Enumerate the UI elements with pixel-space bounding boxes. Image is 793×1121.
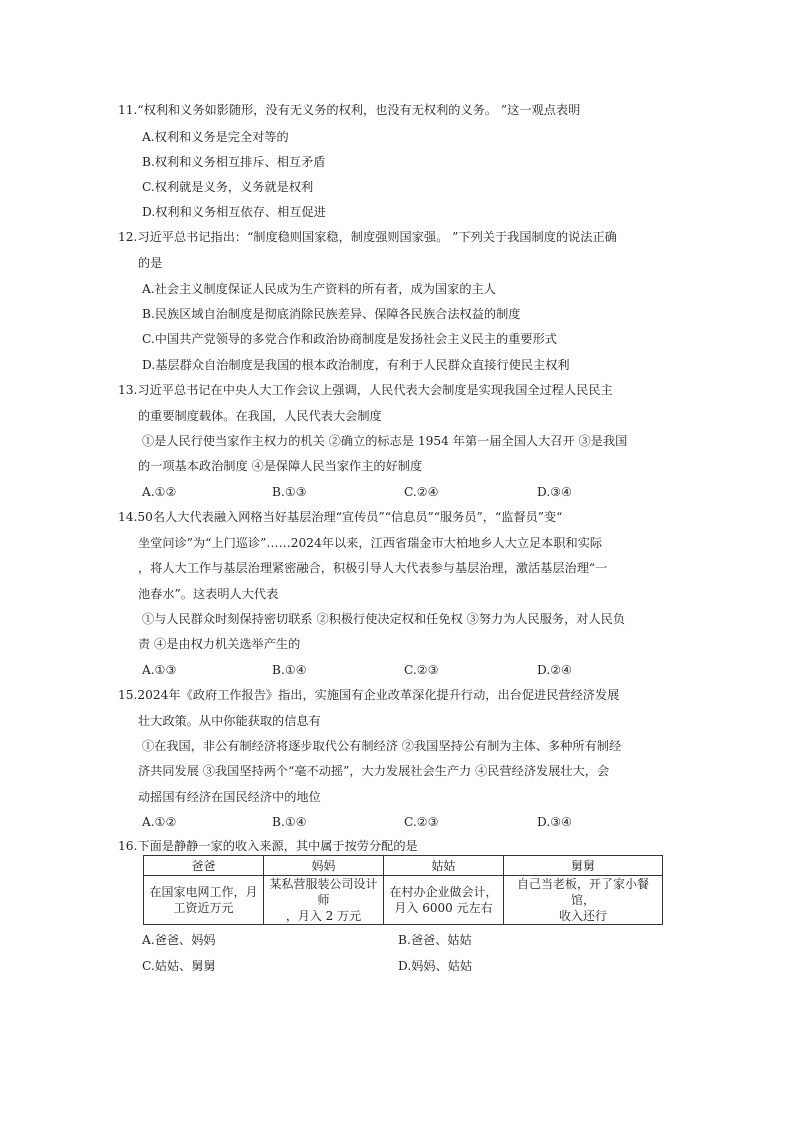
table-cell-mom-line-2: ，月入 2 万元 bbox=[285, 909, 362, 923]
q14-statement-line-2: 责 ④是由权力机关选举产生的 bbox=[138, 637, 301, 651]
q14-option-d: D.②④ bbox=[537, 663, 573, 677]
income-table-row bbox=[144, 876, 663, 925]
q16-option-d: D.妈妈、姑姑 bbox=[398, 959, 473, 973]
table-cell-dad-line-2: 工资近万元 bbox=[173, 901, 234, 915]
q12-stem-line-1: 12.习近平总书记指出：“制度稳则国家稳，制度强则国家强。 ”下列关于我国制度的说法正确 bbox=[118, 230, 617, 244]
q13-stem-line-1: 13.习近平总书记在中央人大工作会议上强调，人民代表大会制度是实现我国全过程人民民主 bbox=[118, 383, 613, 397]
table-header-aunt: 姑姑 bbox=[384, 856, 504, 876]
q16-option-c: C.姑姑、舅舅 bbox=[142, 959, 216, 973]
q13-stem-line-2: 的重要制度载体。在我国，人民代表大会制度 bbox=[138, 409, 382, 423]
q12-option-b: B.民族区域自治制度是彻底消除民族差异、保障各民族合法权益的制度 bbox=[142, 307, 521, 321]
q14-stem-line-4: 池春水”。这表明人大代表 bbox=[138, 587, 279, 601]
q13-option-d: D.③④ bbox=[537, 485, 573, 499]
q14-stem-line-1: 14.50名人大代表融入网格当好基层治理“宣传员”“信息员”“服务员”，“监督员”变“ bbox=[118, 510, 563, 524]
q13-option-b: B.①③ bbox=[272, 485, 307, 499]
q15-option-c: C.②③ bbox=[404, 815, 439, 829]
income-table-header-row bbox=[144, 856, 663, 876]
table-cell-dad-line-1: 在国家电网工作，月 bbox=[149, 885, 258, 899]
table-cell-aunt-line-2: 月入 6000 元左右 bbox=[394, 901, 493, 915]
q12-option-a: A.社会主义制度保证人民成为生产资料的所有者，成为国家的主人 bbox=[142, 282, 496, 296]
table-header-mom: 妈妈 bbox=[264, 856, 384, 876]
table-cell-mom-line-1: 某私营服装公司设计师 bbox=[269, 877, 378, 907]
q15-stem-line-1: 15.2024年《政府工作报告》指出，实施国有企业改革深化提升行动，出台促进民营经济发展 bbox=[118, 688, 620, 702]
q15-stem-line-2: 壮大政策。从中你能获取的信息有 bbox=[138, 714, 321, 728]
q14-option-b: B.①④ bbox=[272, 663, 307, 677]
q15-statement-line-2: 济共同发展 ③我国坚持两个“毫不动摇”，大力发展社会生产力 ④民营经济发展壮大，会 bbox=[138, 764, 610, 778]
table-cell-aunt-line-1: 在村办企业做会计， bbox=[389, 885, 498, 899]
q13-option-c: C.②④ bbox=[404, 485, 439, 499]
q16-stem: 16.下面是静静一家的收入来源，其中属于按劳分配的是 bbox=[118, 839, 418, 853]
q11-stem: 11.“权利和义务如影随形，没有无义务的权利，也没有无权利的义务。 ”这一观点表明 bbox=[118, 103, 581, 117]
q15-option-b: B.①④ bbox=[272, 815, 307, 829]
q14-stem-line-3: ，将人大工作与基层治理紧密融合，积极引导人大代表参与基层治理，激活基层治理“一 bbox=[138, 561, 608, 575]
table-header-dad: 爸爸 bbox=[144, 856, 264, 876]
table-cell-aunt bbox=[384, 876, 504, 925]
q11-option-a: A.权利和义务是完全对等的 bbox=[142, 130, 289, 144]
q11-option-b: B.权利和义务相互排斥、相互矛盾 bbox=[142, 155, 326, 169]
table-cell-uncle bbox=[504, 876, 663, 925]
q15-statement-line-3: 动摇国有经济在国民经济中的地位 bbox=[138, 790, 321, 804]
q11-option-c: C.权利就是义务，义务就是权利 bbox=[142, 180, 314, 194]
q13-statement-line-2: 的一项基本政治制度 ④是保障人民当家作主的好制度 bbox=[138, 459, 423, 473]
q15-statement-line-1: ①在我国，非公有制经济将逐步取代公有制经济 ②我国坚持公有制为主体、多种所有制经 bbox=[142, 739, 622, 753]
q13-option-a: A.①② bbox=[142, 485, 177, 499]
q12-stem-line-2: 的是 bbox=[138, 256, 163, 270]
table-header-uncle: 舅舅 bbox=[504, 856, 663, 876]
table-cell-mom bbox=[264, 876, 384, 925]
q15-option-d: D.③④ bbox=[537, 815, 573, 829]
table-cell-uncle-line-2: 收入还行 bbox=[558, 909, 607, 923]
q14-statement-line-1: ①与人民群众时刻保持密切联系 ②积极行使决定权和任免权 ③努力为人民服务，对人民负 bbox=[142, 612, 626, 626]
table-cell-dad bbox=[144, 876, 264, 925]
q16-option-b: B.爸爸、姑姑 bbox=[398, 933, 472, 947]
q15-option-a: A.①② bbox=[142, 815, 177, 829]
income-table bbox=[143, 855, 663, 925]
q11-option-d: D.权利和义务相互依存、相互促进 bbox=[142, 205, 326, 219]
q12-option-c: C.中国共产党领导的多党合作和政治协商制度是发扬社会主义民主的重要形式 bbox=[142, 332, 557, 346]
q13-statement-line-1: ①是人民行使当家作主权力的机关 ②确立的标志是 1954 年第一届全国人大召开 ③是我国 bbox=[142, 434, 628, 448]
q14-option-c: C.②③ bbox=[404, 663, 439, 677]
q14-option-a: A.①③ bbox=[142, 663, 177, 677]
q16-option-a: A.爸爸、妈妈 bbox=[142, 933, 216, 947]
table-cell-uncle-line-1: 自己当老板，开了家小餐馆， bbox=[516, 877, 649, 907]
q12-option-d: D.基层群众自治制度是我国的根本政治制度，有利于人民群众直接行使民主权利 bbox=[142, 358, 570, 372]
q14-stem-line-2: 坐堂问诊”为“上门巡诊”……2024年以来，江西省瑞金市大柏地乡人大立足本职和实际 bbox=[138, 536, 603, 550]
